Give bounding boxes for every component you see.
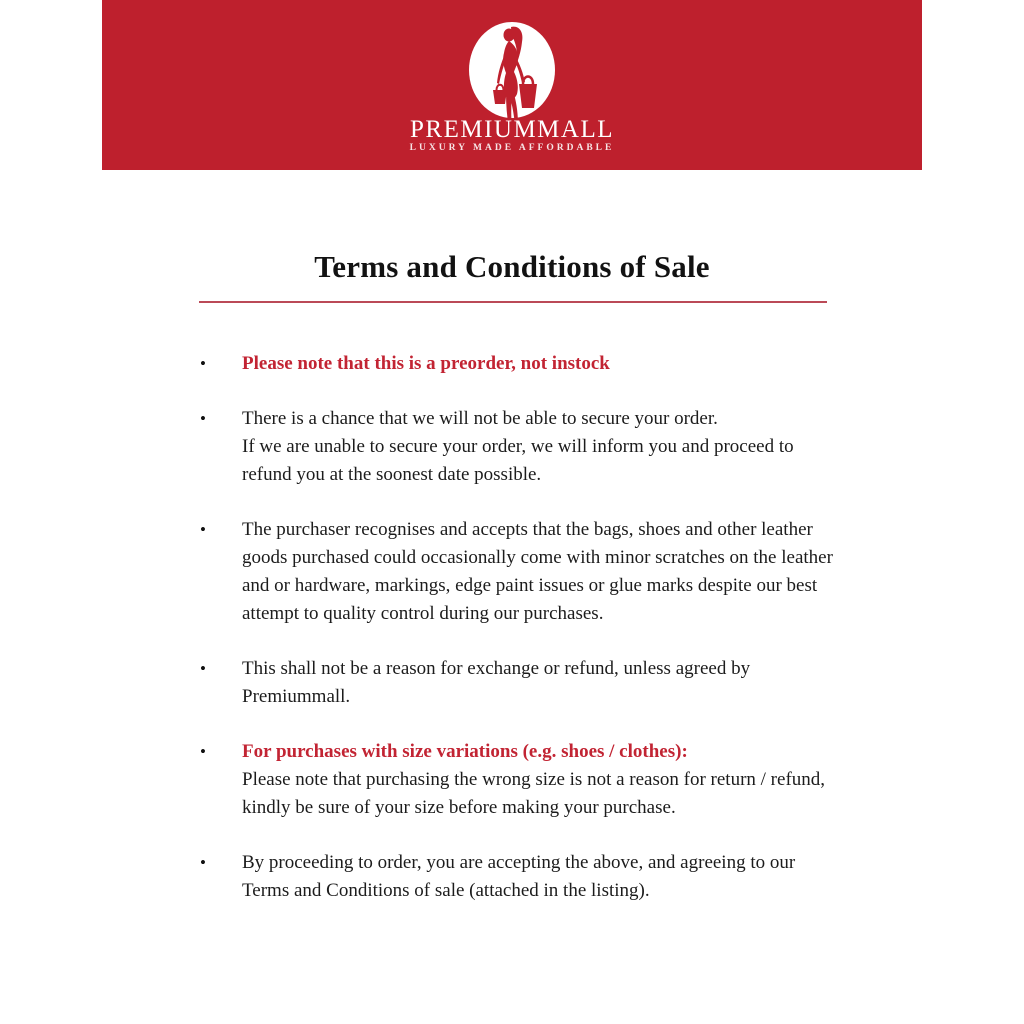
brand-tagline: LUXURY MADE AFFORDABLE bbox=[409, 143, 615, 153]
term-lead-text: For purchases with size variations (e.g. shoes / clothes): bbox=[242, 741, 688, 762]
term-content bbox=[242, 350, 846, 378]
term-item bbox=[200, 516, 850, 628]
term-content bbox=[242, 849, 846, 905]
bullet-dot-icon: • bbox=[200, 853, 206, 872]
term-item bbox=[200, 849, 850, 905]
bullet-dot-icon: • bbox=[200, 659, 206, 678]
term-item bbox=[200, 655, 850, 711]
title-rule-divider bbox=[199, 301, 827, 303]
terms-list bbox=[200, 350, 850, 932]
term-line-text: This shall not be a reason for exchange or refund, unless agreed by Premiummall. bbox=[242, 658, 751, 707]
term-line-text: If we are unable to secure your order, we will inform you and proceed to refund you at the soonest date possible. bbox=[242, 436, 794, 485]
bullet-dot-icon: • bbox=[200, 354, 206, 373]
brand-banner bbox=[102, 0, 922, 170]
page-title: Terms and Conditions of Sale bbox=[314, 249, 710, 284]
term-item bbox=[200, 405, 850, 489]
term-lead-text: Please note that this is a preorder, not instock bbox=[242, 353, 610, 374]
term-item bbox=[200, 350, 850, 378]
term-line-text: By proceeding to order, you are accepting the above, and agreeing to our Terms and Conditions of sale (attached in the listing). bbox=[242, 852, 796, 901]
term-content bbox=[242, 738, 846, 822]
bullet-dot-icon: • bbox=[200, 742, 206, 761]
bullet-dot-icon: • bbox=[200, 409, 206, 428]
term-line-text: There is a chance that we will not be able to secure your order. bbox=[242, 408, 718, 429]
term-content bbox=[242, 405, 846, 489]
bullet-dot-icon: • bbox=[200, 520, 206, 539]
term-line-text: Please note that purchasing the wrong size is not a reason for return / refund, kindly be sure of your size before making your purchase. bbox=[242, 769, 826, 818]
term-content bbox=[242, 655, 846, 711]
term-content bbox=[242, 516, 846, 628]
term-item bbox=[200, 738, 850, 822]
term-line-text: The purchaser recognises and accepts that the bags, shoes and other leather goods purchased could occasionally come with minor scratches on the leather and or hardware, markings, edge paint issues or glue marks despite our best attempt to quality control during our purchases. bbox=[242, 519, 833, 624]
brand-name: PREMIUMMALL bbox=[409, 116, 614, 143]
